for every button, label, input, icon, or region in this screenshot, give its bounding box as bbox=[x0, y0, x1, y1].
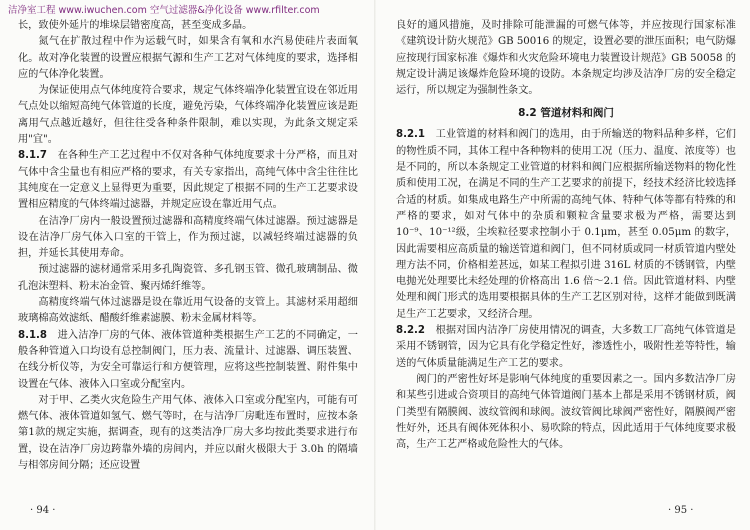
clause-text: 工业管道的材料和阀门的选用，由于所输送的物料品种多样，它们的物性质不同，其体工程中各种物料的使用工况（压力、温度、浓度等）也是不同的，所以本条规定工业管道的材料和阀门应根据所输送物料的物化性质和使用工况，在满足不同的生产工艺要求的前提下，经技术经济比较选择合适的材质。如集成电路生产中所需的高纯气体、特种气体等都有特殊的和严格的要求，如对气体中的杂质和颗粒含量要求极为严格，需要达到 10⁻⁹、10⁻¹²级，尘埃粒径要求控制小于 0.1μm，甚至 0.05μm 的数字，因此需要相应高质量的输送管道和阀门，但不同材质或同一材质管道内壁处理方法不同，价格相差甚远，如某工程拟引进 316L 材质的不锈钢管，内壁电抛光处理要比未经处理的价格高出 1.6 倍～2.1 倍。因此管道材料、内壁处理和阀门形式的选用要根据具体的生产工艺区别对待，这样才能做到既满足生产工艺要求，又经济合理。 bbox=[396, 129, 736, 320]
paragraph: 长，致使外延片的堆垛层错密度高，甚至变成多晶。 bbox=[18, 20, 253, 31]
clause-paragraph bbox=[396, 323, 736, 372]
clause-number: 8.1.7 bbox=[18, 150, 48, 162]
clause-text: 进入洁净厂房的气体、液体管道种类根据生产工艺的不同确定，一般各种管道入口均设有总控制阀门，压力表、流量计、过滤器、调压装置、在线分析仪等，为安全可靠运行和方便管理，应将这些控制装置、附件集中设置在气体、液体入口室或分配室内。 bbox=[18, 329, 358, 390]
left-page-text bbox=[18, 18, 358, 496]
paragraph: 高精度终端气体过滤器是设在靠近用气设备的支管上。其滤材采用超细玻璃棉高效滤纸、醋酸纤维素滤膜、粉末金属材料等。 bbox=[18, 297, 358, 325]
clause-text: 根据对国内洁净厂房使用情况的调查，大多数工厂高纯气体管道是采用不锈钢管，因为它具有化学稳定性好，渗透性小，吸附性差等特性，输送的气体质量能满足生产工艺的要求。 bbox=[396, 325, 736, 369]
right-page-text bbox=[396, 18, 736, 496]
paragraph: 阀门的严密性好坏是影响气体纯度的重要因素之一。国内多数洁净厂房和某些引进或合资项目的高纯气体管道阀门基本上都是采用不锈钢材质，阀门类型有隔膜阀、波纹管阀和球阀。波纹管阀比球阀严密性好，隔膜阀严密性好外，还具有阀体死体积小、易吹除的特点，因此适用于气体纯度要求极高，生产工艺严格或危险性大的气体。 bbox=[396, 373, 736, 451]
clause-number: 8.2.1 bbox=[396, 129, 426, 141]
clause-number: 8.2.2 bbox=[396, 325, 426, 337]
page-number-left: · 94 · bbox=[30, 505, 56, 516]
clause-paragraph bbox=[18, 148, 358, 213]
paragraph: 预过滤器的滤材通常采用多孔陶瓷管、多孔钢玉管、微孔玻璃制品、微孔泡沫塑料、粉末冶金管、聚丙烯纤维等。 bbox=[18, 264, 358, 292]
paragraph: 良好的通风措施，及时排除可能泄漏的可燃气体等，并应按现行国家标准《建筑设计防火规范》GB 50016 的规定，设置必要的泄压面积；电气防爆应按现行国家标准《爆炸和火灾危险环境电力装置设计规范》GB 50058 的规定设计满足该爆炸危险环境的设防。本条规定均涉及洁净厂房的安全稳定运行，所以规定为强制性条文。 bbox=[396, 20, 736, 97]
clause-paragraph bbox=[18, 328, 358, 393]
paragraph: 氮气在扩散过程中作为运载气时，如果含有氧和水汽易使硅片表面氧化。故对净化装置的设置应根据气源和生产工艺对气体纯度的要求，选择相应的气体净化装置。 bbox=[18, 36, 358, 80]
header-watermark: 洁净室工程 www.iwuchen.com 空气过滤器&净化设备 www.rfilter.com bbox=[8, 5, 320, 16]
section-heading: 8.2 管道材料和阀门 bbox=[518, 107, 614, 120]
paragraph: 对于甲、乙类火灾危险生产用气体、液体入口室或分配室内，可能有可燃气体、液体管道如氢气、燃气等时，在与洁净厂房毗连布置时，应按本条第1款的规定实施，据调查，现有的这类洁净厂房大多均按此类要求进行布置，设在洁净厂房边跨靠外墙的房间内，并应以耐火极限大于 3.0h 的隔墙与相邻房间分隔；还应设置 bbox=[18, 394, 358, 472]
paragraph: 在洁净厂房内一般设置预过滤器和高精度终端气体过滤器。预过滤器是设在洁净厂房气体入口室的干管上，作为预过滤，以减轻终端过滤器的负担，并延长其使用寿命。 bbox=[18, 215, 358, 260]
clause-text: 在各种生产工艺过程中不仅对各种气体纯度要求十分严格，而且对气体中含尘量也有相应严格的要求，有关专家指出，高纯气体中含尘往往比其纯度在一定意义上显得更为重要，因此规定了根据不同的生产工艺要求设置相应精度的气体终端过滤器，并规定应设在靠近用气点。 bbox=[18, 150, 358, 211]
clause-number: 8.1.8 bbox=[18, 329, 48, 341]
page-gutter bbox=[374, 0, 376, 530]
paragraph: 为保证使用点气体纯度符合要求，规定气体终端净化装置宜设在邻近用气点处以缩短高纯气体管道的长度，避免污染，气体终端净化装置应该是距离用气点越近越好，但往往受各种条件限制，难以实现，为此条文规定采用"宜"。 bbox=[18, 85, 358, 146]
clause-paragraph bbox=[396, 127, 736, 323]
page-number-right: · 95 · bbox=[668, 505, 694, 516]
